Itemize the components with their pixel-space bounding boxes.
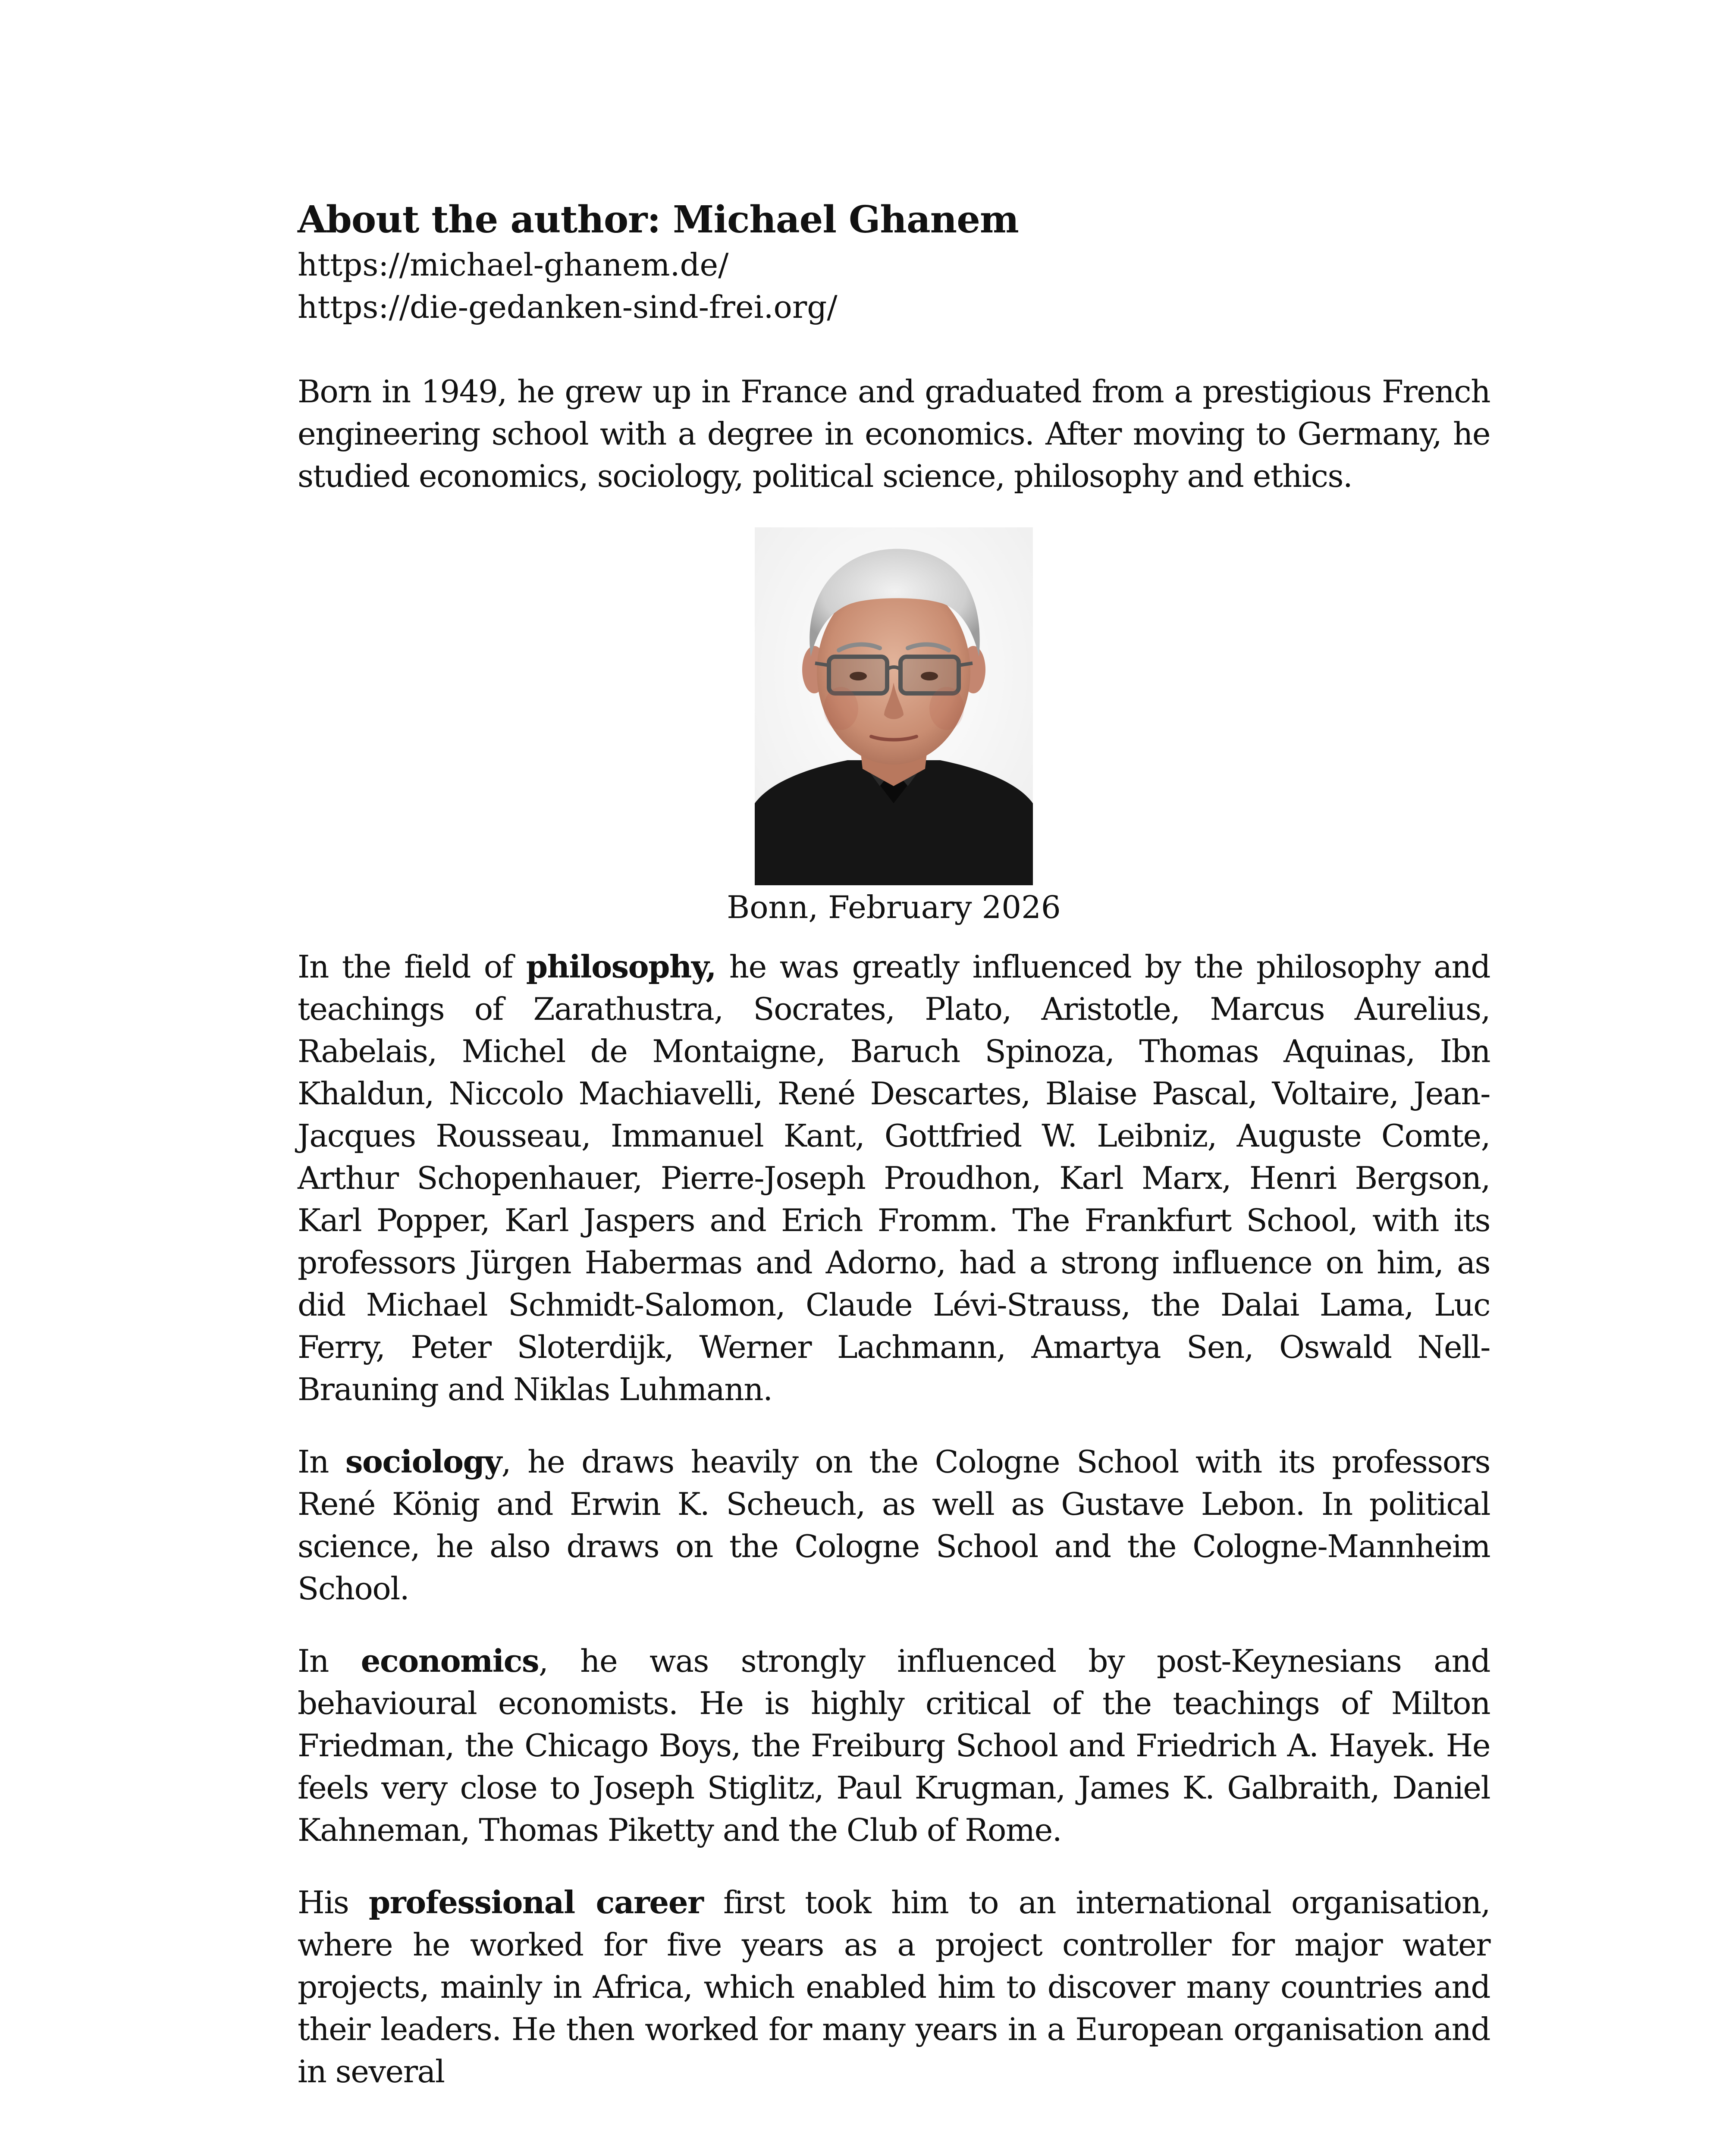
author-photo-figure: [298, 527, 1490, 928]
philosophy-keyword: philosophy,: [526, 948, 716, 985]
economics-paragraph: [298, 1640, 1490, 1851]
career-paragraph: [298, 1881, 1490, 2093]
sociology-text: , he draws heavily on the Cologne School with its professors René König and Erwin K. Scheuch, as well as Gustave Lebon. In political science, he also draws on the Cologne School and the Cologne-Mannheim School.: [298, 1444, 1490, 1607]
philosophy-lead: In the field of: [298, 949, 526, 985]
philosophy-paragraph: [298, 946, 1490, 1410]
economics-lead: In: [298, 1643, 361, 1679]
intro-paragraph: Born in 1949, he grew up in France and graduated from a prestigious French engineering school with a degree in economics. After moving to Germany, he studied economics, sociology, political science, philosophy and ethics.: [298, 373, 1490, 494]
career-text: first took him to an international organisation, where he worked for five years as a project controller for major water projects, mainly in Africa, which enabled him to discover many countries and their leaders. He then worked for many years in a European organisation and in several: [298, 1884, 1490, 2090]
economics-keyword: economics: [361, 1642, 539, 1679]
author-portrait-image: [755, 527, 1033, 885]
economics-text: , he was strongly influenced by post-Keynesians and behavioural economists. He is highly critical of the teachings of Milton Friedman, the Chicago Boys, the Freiburg School and Friedrich A. Hayek. He feels very close to Joseph Stiglitz, Paul Krugman, James K. Galbraith, Daniel Kahneman, Thomas Piketty and the Club of Rome.: [298, 1643, 1490, 1848]
photo-caption: Bonn, February 2026: [727, 889, 1061, 925]
sociology-keyword: sociology: [345, 1443, 502, 1480]
sociology-lead: In: [298, 1444, 345, 1480]
philosophy-text: he was greatly influenced by the philosophy and teachings of Zarathustra, Socrates, Plato, Aristotle, Marcus Aurelius, Rabelais, Michel de Montaigne, Baruch Spinoza, Thomas Aquinas, Ibn Khaldun, Niccolo Machiavelli, René Descartes, Blaise Pascal, Voltaire, Jean-Jacques Rousseau, Immanuel Kant, Gottfried W. Leibniz, Auguste Comte, Arthur Schopenhauer, Pierre-Joseph Proudhon, Karl Marx, Henri Bergson, Karl Popper, Karl Jaspers and Erich Fromm. The Frankfurt School, with its professors Jürgen Habermas and Adorno, had a strong influence on him, as did Michael Schmidt-Salomon, Claude Lévi-Strauss, the Dalai Lama, Luc Ferry, Peter Sloterdijk, Werner Lachmann, Amartya Sen, Oswald Nell-Brauning and Niklas Luhmann.: [298, 949, 1490, 1407]
website-link-michael-ghanem[interactable]: https://michael-ghanem.de/: [298, 247, 729, 283]
career-keyword: professional career: [368, 1884, 703, 1921]
career-lead: His: [298, 1884, 369, 1921]
document-page: [298, 196, 1490, 2093]
website-link-die-gedanken-sind-frei[interactable]: https://die-gedanken-sind-frei.org/: [298, 289, 838, 325]
page-title: About the author: Michael Ghanem: [298, 198, 1019, 241]
sociology-paragraph: [298, 1441, 1490, 1610]
